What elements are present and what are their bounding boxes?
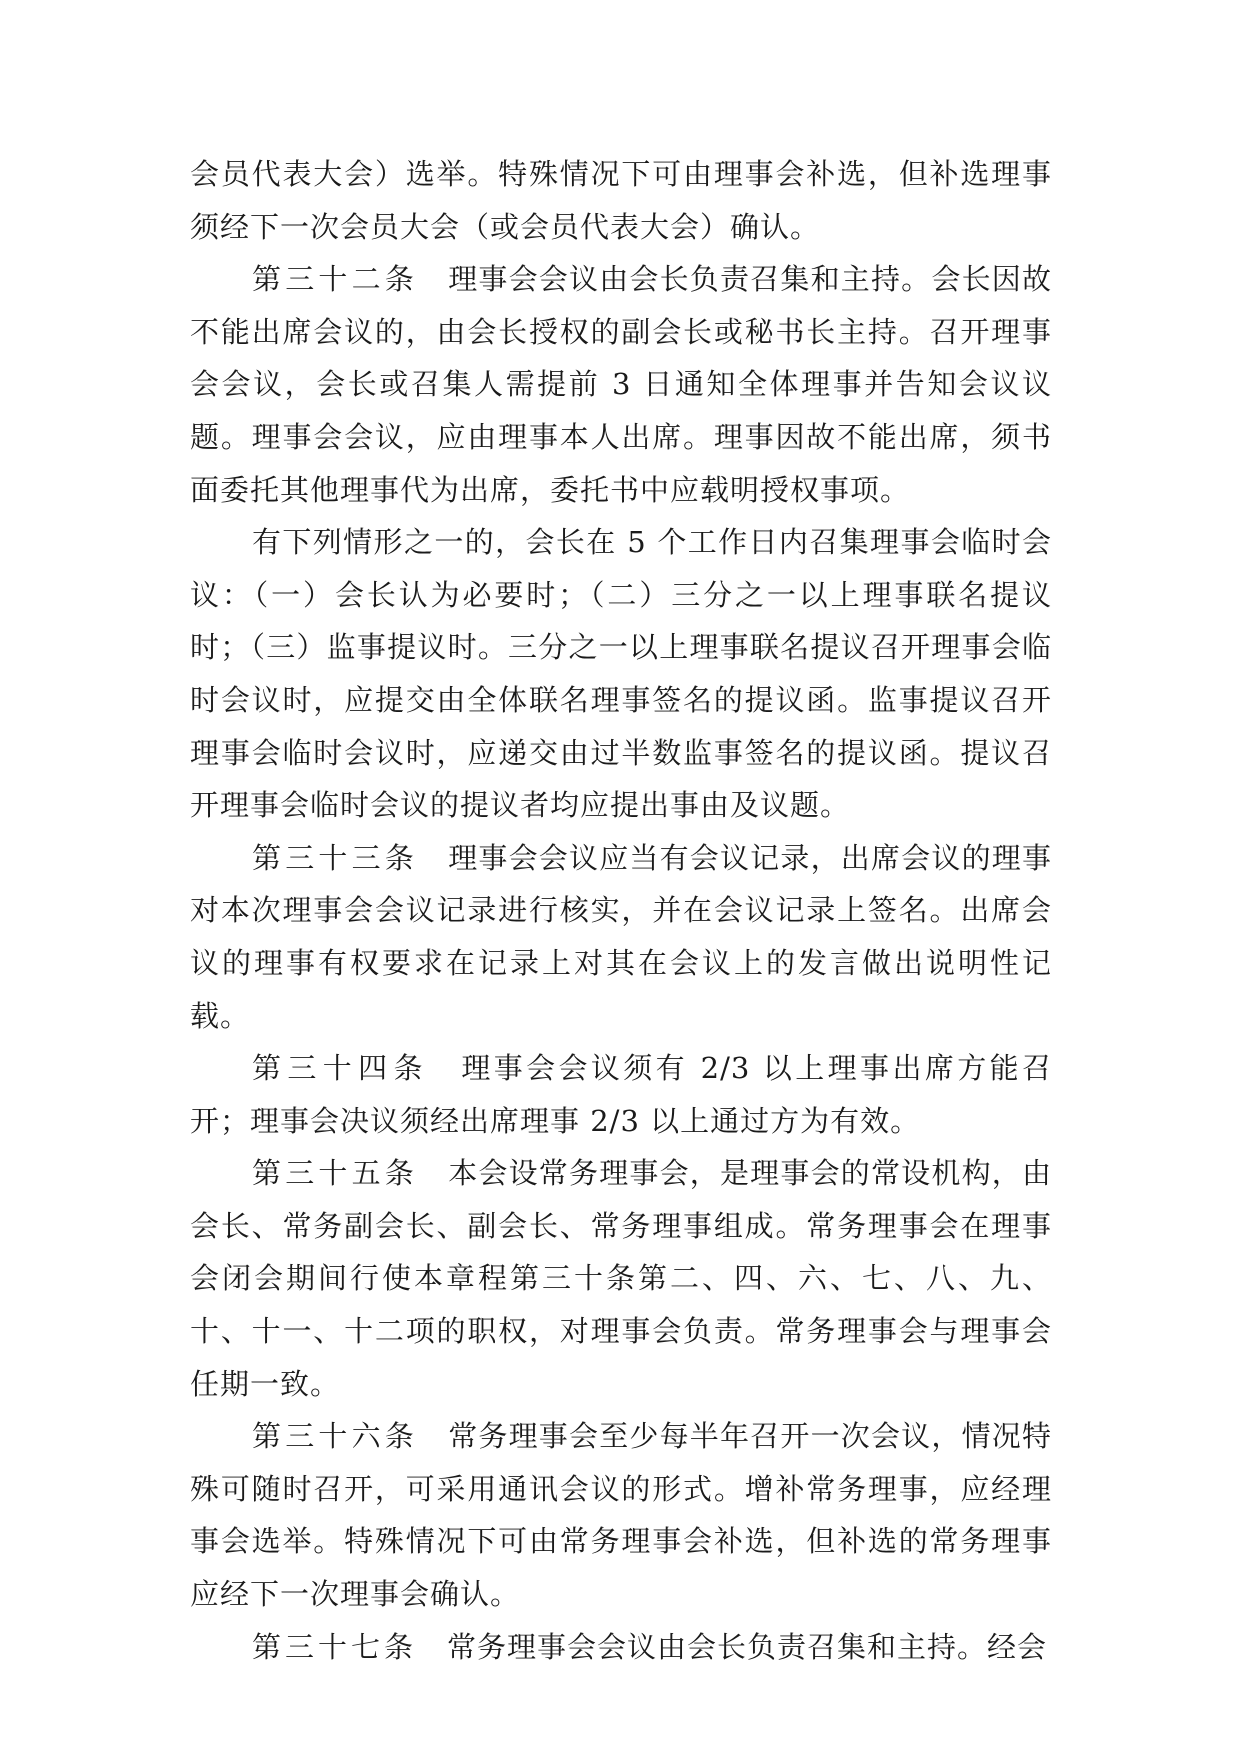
article-35 — [190, 1147, 1052, 1410]
paragraph-text: 有下列情形之一的，会长在 5 个工作日内召集理事会临时会议：（一）会长认为必要时；（二）三分之一以上理事联名提议时；（三）监事提议时。三分之一以上理事联名提议召开理事会临时会议时，应提交由全体联名理事签名的提议函。监事提议召开理事会临时会议时，应递交由过半数监事签名的提议函。提议召开理事会临时会议的提议者均应提出事由及议题。 — [190, 525, 1052, 823]
article-33 — [190, 832, 1052, 1042]
article-number: 第三十三条 — [252, 840, 418, 875]
article-34 — [190, 1042, 1052, 1147]
article-number: 第三十六条 — [252, 1419, 418, 1454]
paragraph-text: 会员代表大会）选举。特殊情况下可由理事会补选，但补选理事须经下一次会员大会（或会员代表大会）确认。 — [190, 157, 1052, 244]
document-page — [190, 148, 1052, 1673]
article-number: 第三十二条 — [252, 262, 418, 297]
article-32 — [190, 253, 1052, 516]
paragraph-text: 理事会会议须有 2/3 以上理事出席方能召开；理事会决议须经出席理事 2/3 以上通过方为有效。 — [190, 1051, 1052, 1138]
article-number: 第三十五条 — [252, 1156, 418, 1191]
paragraph-text: 常务理事会至少每半年召开一次会议，情况特殊可随时召开，可采用通讯会议的形式。增补常务理事，应经理事会选举。特殊情况下可由常务理事会补选，但补选的常务理事应经下一次理事会确认。 — [190, 1419, 1052, 1612]
paragraph-text: 理事会会议应当有会议记录，出席会议的理事对本次理事会会议记录进行核实，并在会议记录上签名。出席会议的理事有权要求在记录上对其在会议上的发言做出说明性记载。 — [190, 840, 1052, 1033]
paragraph-text: 常务理事会会议由会长负责召集和主持。经会 — [447, 1629, 1048, 1664]
paragraph-continuation — [190, 148, 1052, 253]
article-37 — [190, 1621, 1052, 1674]
article-36 — [190, 1410, 1052, 1620]
paragraph-text: 理事会会议由会长负责召集和主持。会长因故不能出席会议的，由会长授权的副会长或秘书长主持。召开理事会会议，会长或召集人需提前 3 日通知全体理事并告知会议议题。理事会会议，应由理事本人出席。理事因故不能出席，须书面委托其他理事代为出席，委托书中应载明授权事项。 — [190, 262, 1052, 507]
article-number: 第三十七条 — [252, 1629, 418, 1664]
paragraph-temporary-meeting — [190, 516, 1052, 832]
article-number: 第三十四条 — [252, 1051, 429, 1086]
paragraph-text: 本会设常务理事会，是理事会的常设机构，由会长、常务副会长、副会长、常务理事组成。常务理事会在理事会闭会期间行使本章程第三十条第二、四、六、七、八、九、十、十一、十二项的职权，对理事会负责。常务理事会与理事会任期一致。 — [190, 1156, 1052, 1401]
